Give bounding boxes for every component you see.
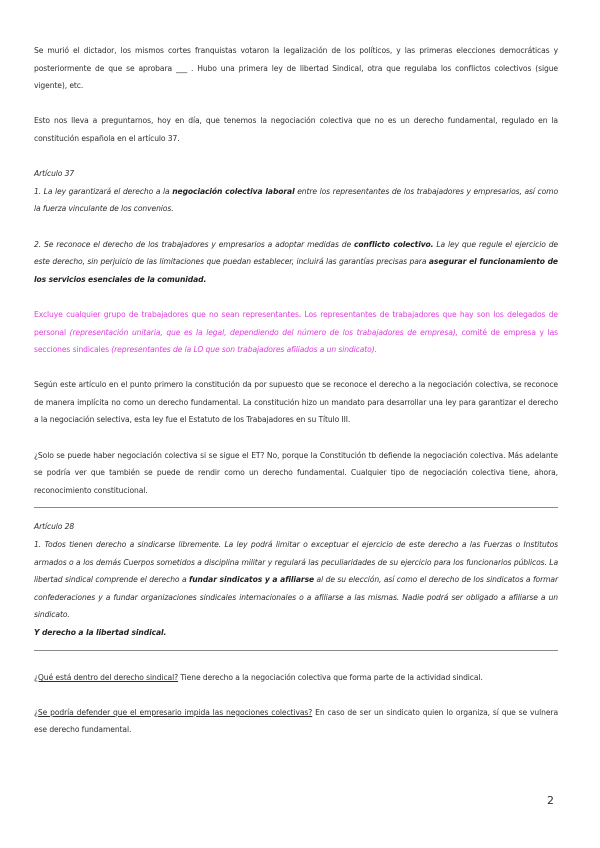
article-37-section-2: 2. Se reconoce el derecho de los trabajadores y empresarios a adoptar medidas de conflicto colectivo. La ley que regule el ejercicio de este derecho, sin perjuicio de las limitaciones que puedan establecer, incluirá las garantías precisas para asegurar el funcionamiento de los servicios esenciales de la comunidad.	[34, 239, 558, 284]
divider-bottom	[34, 650, 558, 651]
article-28-section-1: 1. Todos tienen derecho a sindicarse libremente. La ley podrá limitar o exceptuar el ejercicio de este derecho a las Fuerzas o Institutos armados o a los demás Cuerpos sometidos a disciplina militar y regulará las peculiaridades de su ejercicio para los funcionarios públicos. La libertad sindical comprende el derecho a fundar sindicatos y a afiliarse al de su elección, así como el derecho de los sindicatos a formar confederaciones y a fundar organizaciones sindicales internacionales o a afiliarse a las mismas. Nadie podrá ser obligado a afiliarse a un sindicato.	[34, 540, 558, 620]
paragraph-representatives: Excluye cualquier grupo de trabajadores que no sean representantes. Los representantes de trabajadores que hay son los delegados de personal (representación unitaria, que es la legal, dependiendo del número de los trabajadores de empresa), comité de empresa y las secciones sindicales (representantes de la LO que son trabajadores afiliados a un sindicato).	[34, 309, 558, 355]
page-number: 2	[547, 794, 554, 807]
paragraph-question-intro: Esto nos lleva a preguntarnos, hoy en día, que tenemos la negociación colectiva que no es un derecho fundamental, regulado en la constitución española en el artículo 37.	[34, 116, 558, 143]
divider-top	[34, 507, 558, 508]
question-employer-obstruction: ¿Se podría defender que el empresario impida las negociones colectivas? En caso de ser un sindicato quien lo organiza, sí que se vulnera ese derecho fundamental.	[34, 707, 558, 735]
question-sindical-content: ¿Qué está dentro del derecho sindical? Tiene derecho a la negociación colectiva que forma parte de la actividad sindical.	[34, 672, 483, 682]
article-28-note: Y derecho a la libertad sindical.	[34, 628, 167, 637]
article-37-title: Artículo 37	[34, 169, 75, 179]
paragraph-article-analysis: Según este artículo en el punto primero la constitución da por supuesto que se reconoce el derecho a la negociación colectiva, se reconoce de manera implícita no como un derecho fundamental. La constitución hizo un mandato para desarrollar una ley para garantizar el derecho a la negociación selectiva, esta ley fue el Estatuto de los Trabajadores en su Título III.	[34, 380, 558, 425]
page-content	[34, 42, 558, 739]
paragraph-dictator: Se murió el dictador, los mismos cortes franquistas votaron la legalización de los políticos, y las primeras elecciones democráticas y posteriormente de que se aprobara ___ . Hubo una primera ley de libertad Sindical, otra que regulaba los conflictos colectivos (sigue vigente), etc.	[34, 46, 558, 91]
article-37-section-1: 1. La ley garantizará el derecho a la negociación colectiva laboral entre los representantes de los trabajadores y empresarios, así como la fuerza vinculante de los convenios.	[34, 186, 558, 214]
paragraph-et-question: ¿Solo se puede haber negociación colectiva si se sigue el ET? No, porque la Constitución tb defiende la negociación colectiva. Más adelante se podría ver que también se puede de rendir como un derecho fundamental. Cualquier tipo de negociación colectiva tiene, ahora, reconocimiento constitucional.	[34, 450, 558, 495]
article-28-title: Artículo 28	[34, 522, 75, 532]
